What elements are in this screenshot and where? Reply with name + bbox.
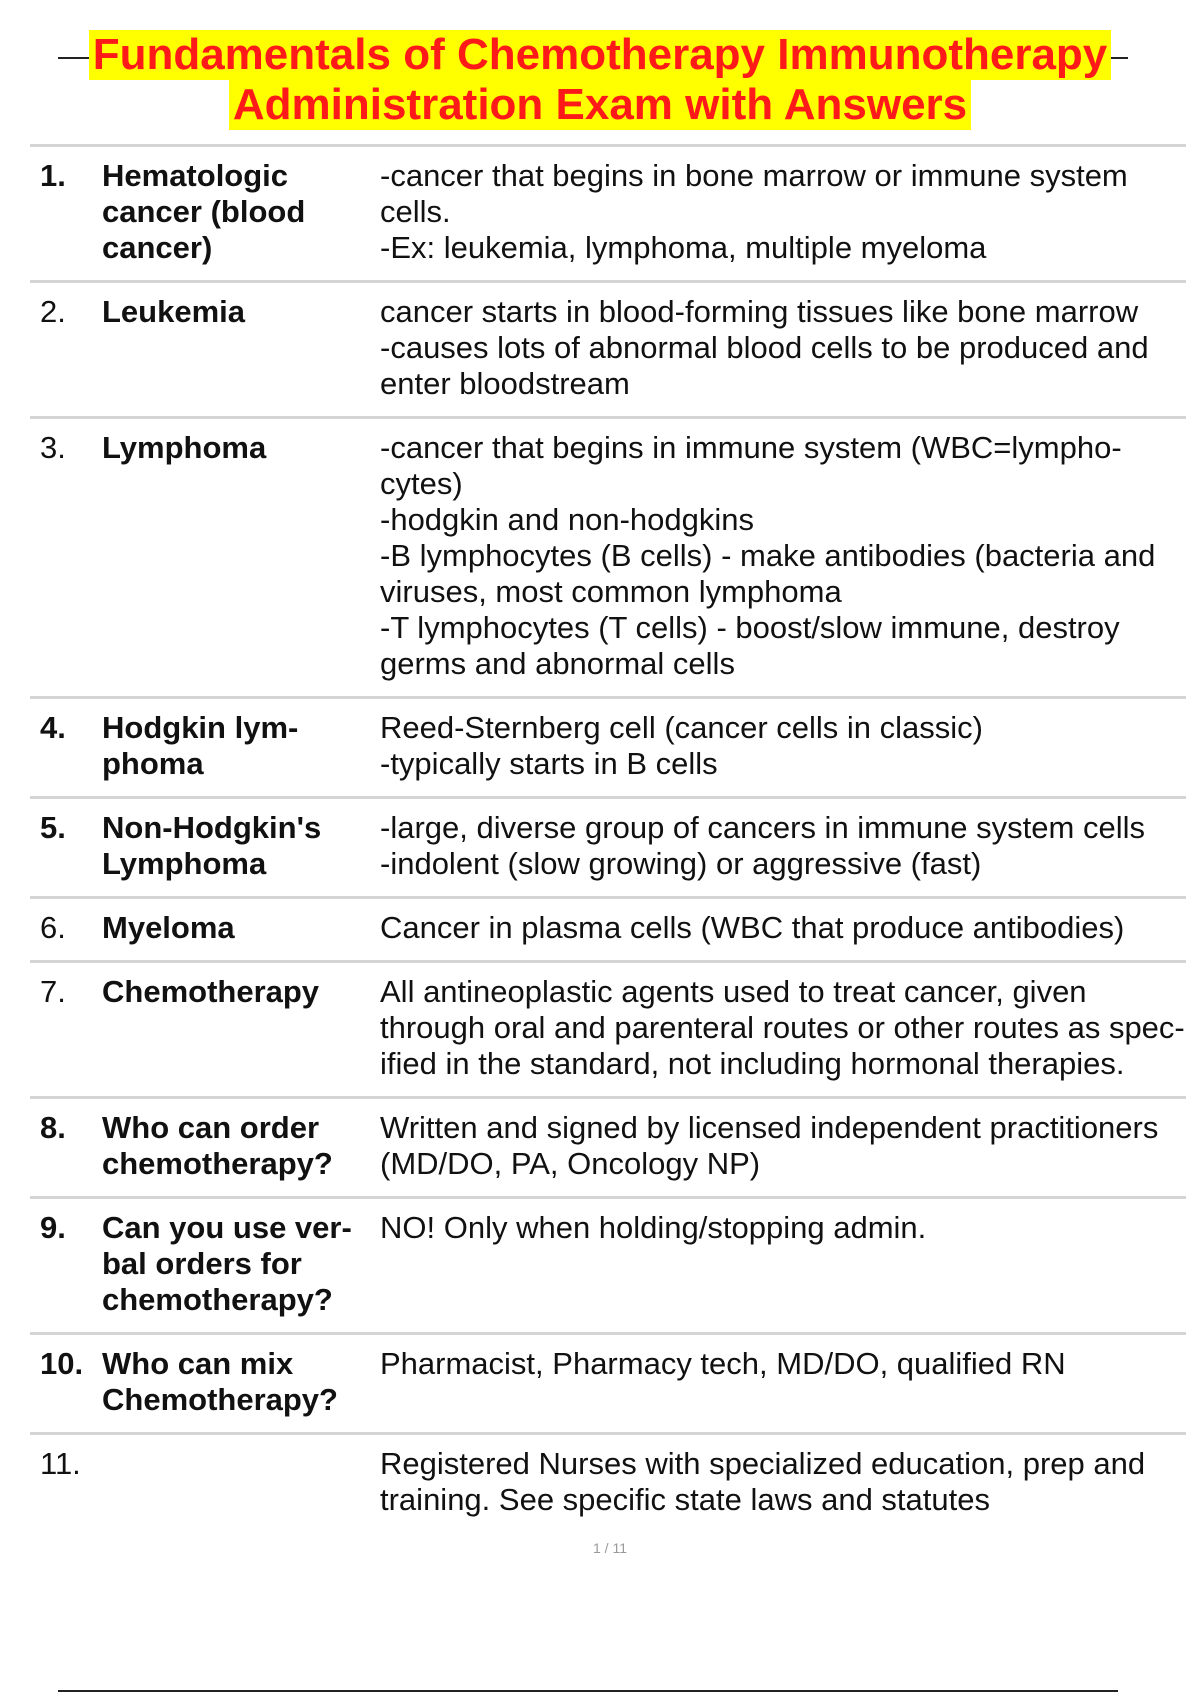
row-definition: -large, diverse group of cancers in immune system cells -indolent (slow growing) or aggressive (fast) bbox=[380, 810, 1145, 881]
row-number: 8. bbox=[40, 1110, 66, 1145]
row-definition: All antineoplastic agents used to treat cancer, given through oral and parenteral routes or other routes as spec-ified in the standard, not including hormonal therapies. bbox=[380, 974, 1185, 1081]
row-term: Myeloma bbox=[102, 910, 235, 945]
title-line-1: Fundamentals of Chemotherapy Immunotherapy bbox=[89, 30, 1112, 80]
document-title bbox=[0, 30, 1200, 130]
row-definition: Cancer in plasma cells (WBC that produce antibodies) bbox=[380, 910, 1125, 945]
row-number: 2. bbox=[40, 294, 66, 329]
row-number: 4. bbox=[40, 710, 66, 745]
row-number: 7. bbox=[40, 974, 66, 1009]
table-row bbox=[30, 798, 1186, 898]
row-number: 11. bbox=[40, 1446, 81, 1481]
row-definition: Written and signed by licensed independent practitioners (MD/DO, PA, Oncology NP) bbox=[380, 1110, 1159, 1181]
table-row bbox=[30, 418, 1186, 698]
table-row bbox=[30, 1434, 1186, 1533]
row-term: Can you use ver-bal orders for chemotherapy? bbox=[102, 1210, 352, 1317]
table-row bbox=[30, 1334, 1186, 1434]
row-number: 9. bbox=[40, 1210, 66, 1245]
row-term: Who can order chemotherapy? bbox=[102, 1110, 333, 1181]
row-term: Leukemia bbox=[102, 294, 246, 329]
row-term: Hematologic cancer (blood cancer) bbox=[102, 158, 306, 265]
row-definition: Pharmacist, Pharmacy tech, MD/DO, qualified RN bbox=[380, 1346, 1066, 1381]
row-definition: cancer starts in blood-forming tissues like bone marrow -causes lots of abnormal blood cells to be produced and enter bloodstream bbox=[380, 294, 1149, 401]
row-term: Who can mix Chemotherapy? bbox=[102, 1346, 338, 1417]
row-number: 10. bbox=[40, 1346, 84, 1381]
page-indicator: 1 / 11 bbox=[593, 1540, 627, 1556]
bottom-rule bbox=[58, 1690, 1118, 1692]
row-term: Chemotherapy bbox=[102, 974, 320, 1009]
row-definition: -cancer that begins in immune system (WBC=lympho-cytes) -hodgkin and non-hodgkins -B lymphocytes (B cells) - make antibodies (bacteria and viruses, most common lymphoma -T lymphocytes (T cells) - boost/slow immune, destroy germs and abnormal cells bbox=[380, 430, 1156, 681]
row-definition: Registered Nurses with specialized education, prep and training. See specific state laws and statutes bbox=[380, 1446, 1146, 1517]
row-term: Lymphoma bbox=[102, 430, 267, 465]
row-number: 5. bbox=[40, 810, 66, 845]
table-row bbox=[30, 898, 1186, 962]
qa-table-body bbox=[30, 146, 1186, 1533]
row-definition: Reed-Sternberg cell (cancer cells in classic) -typically starts in B cells bbox=[380, 710, 984, 781]
row-definition: -cancer that begins in bone marrow or immune system cells. -Ex: leukemia, lymphoma, multiple myeloma bbox=[380, 158, 1128, 265]
row-term: Non-Hodgkin's Lymphoma bbox=[102, 810, 322, 881]
table-row bbox=[30, 698, 1186, 798]
table-row bbox=[30, 282, 1186, 418]
table-row bbox=[30, 1098, 1186, 1198]
table-row bbox=[30, 962, 1186, 1098]
table-row bbox=[30, 1198, 1186, 1334]
row-term bbox=[102, 1434, 380, 1533]
row-number: 6. bbox=[40, 910, 66, 945]
qa-table bbox=[30, 144, 1186, 1532]
row-number: 3. bbox=[40, 430, 66, 465]
row-definition: NO! Only when holding/stopping admin. bbox=[380, 1210, 927, 1245]
row-term: Hodgkin lym-phoma bbox=[102, 710, 299, 781]
table-row bbox=[30, 146, 1186, 282]
row-number: 1. bbox=[40, 158, 66, 193]
title-line-2: Administration Exam with Answers bbox=[229, 80, 971, 130]
